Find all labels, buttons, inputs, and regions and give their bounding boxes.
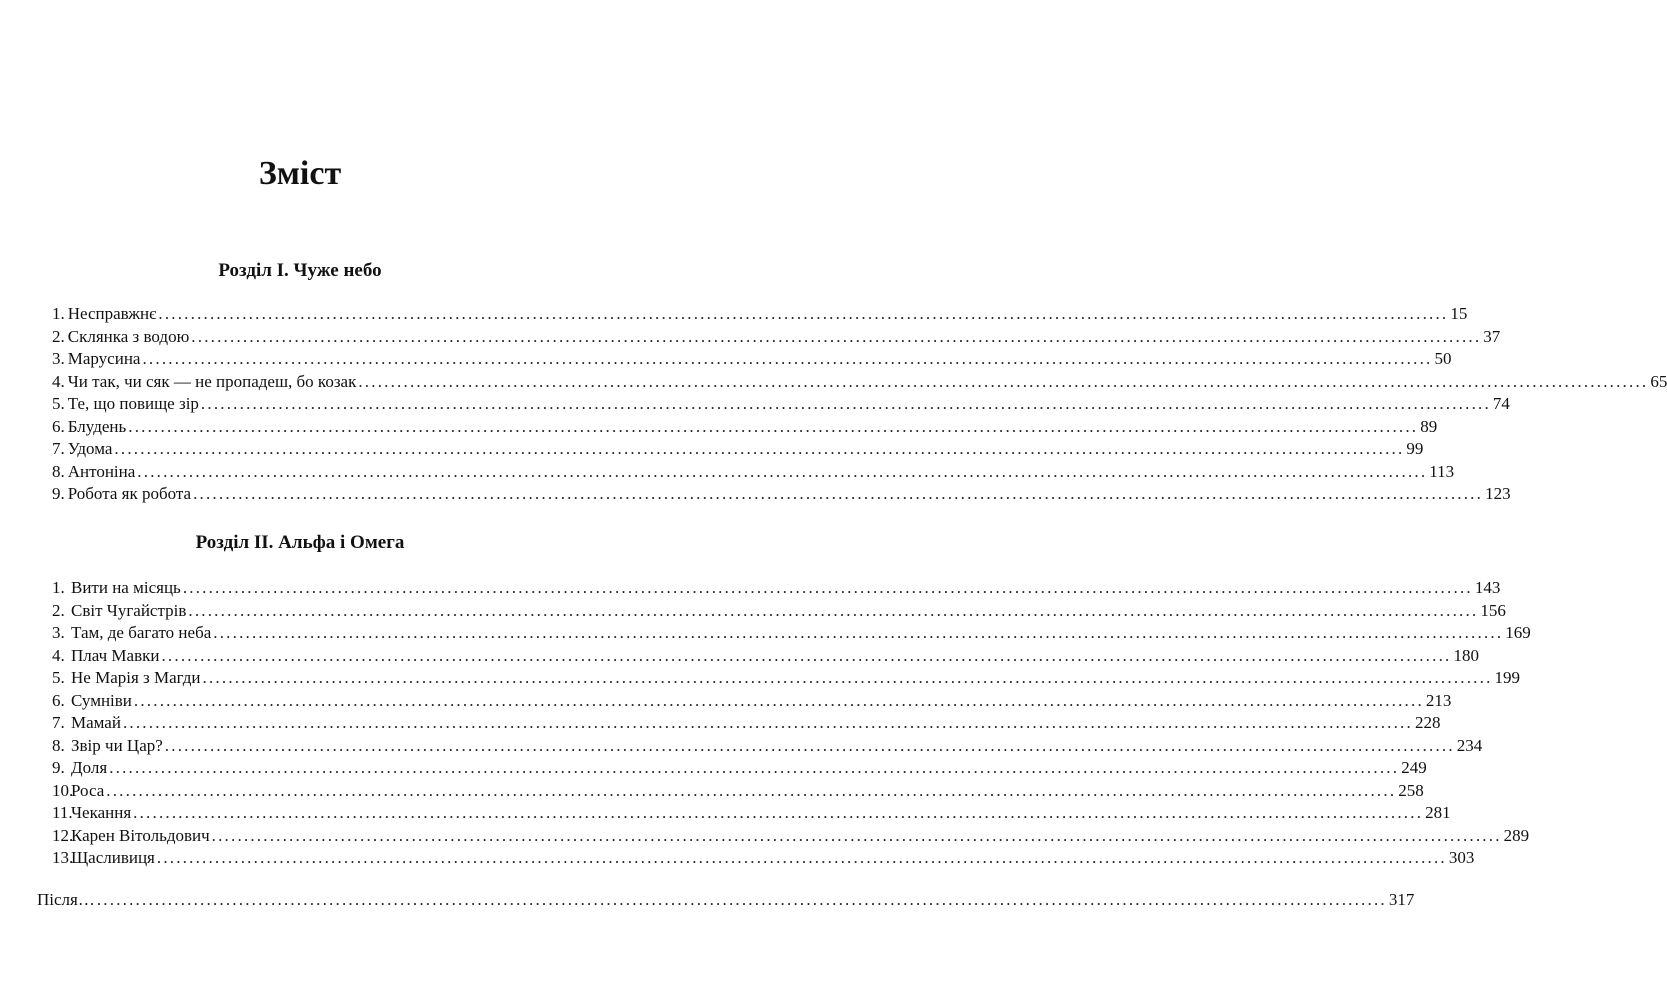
toc-entry[interactable] — [52, 690, 1452, 713]
toc-entry-number: 10. — [52, 780, 74, 800]
toc-entry-page: 99 — [1406, 439, 1424, 458]
toc-entry-title: Чекання — [71, 803, 132, 822]
dot-leader: ........................................................................................................................................................................................................ — [109, 758, 1400, 777]
dot-leader: ........................................................................................................................................................................................................ — [137, 461, 1428, 481]
toc-entry-title: Чи так, чи сяк — не пропадеш, бо козак — [67, 371, 357, 391]
toc-entry-number: 13. — [52, 848, 74, 867]
toc-entry-page: 234 — [1456, 735, 1483, 755]
dot-leader: ........................................................................................................................................................................................................ — [156, 848, 1447, 867]
toc-entry[interactable] — [52, 461, 1455, 484]
toc-entry[interactable] — [52, 303, 1468, 326]
toc-entry-page: 123 — [1485, 484, 1511, 503]
toc-entry-number: 9. — [52, 484, 65, 503]
dot-leader: ........................................................................................................................................................................................................ — [133, 803, 1424, 822]
dot-leader: ........................................................................................................................................................................................................ — [158, 304, 1449, 323]
toc-entry-page: 317 — [1388, 890, 1415, 909]
toc-entry-title: Доля — [71, 758, 108, 777]
toc-entry-number: 4. — [52, 371, 65, 391]
dot-leader: ........................................................................................................................................................................................................ — [193, 484, 1484, 503]
toc-entry[interactable] — [52, 712, 1441, 735]
toc-entry-number: 4. — [52, 645, 65, 665]
dot-leader: ........................................................................................................................................................................................................ — [106, 780, 1397, 800]
toc-entry-number: 5. — [52, 394, 65, 413]
toc-entry-title: Блудень — [67, 416, 127, 436]
toc-entry-page: 228 — [1414, 713, 1441, 732]
toc-entry[interactable] — [52, 326, 1501, 349]
toc-entry-page: 289 — [1503, 825, 1530, 845]
toc-entry-number: 12. — [52, 825, 74, 845]
toc-entry-page: 156 — [1480, 600, 1506, 620]
toc-entry-page: 249 — [1401, 758, 1427, 777]
toc-entry-number: 1. — [52, 304, 65, 323]
toc-entry[interactable] — [52, 483, 1511, 506]
toc-entry-title: Щасливиця — [71, 848, 155, 867]
toc-entry-title: Світ Чугайстрів — [71, 600, 187, 620]
toc-entry-title: Антоніна — [67, 461, 136, 481]
dot-leader: ........................................................................................................................................................................................................ — [200, 394, 1491, 413]
toc-entry-page: 281 — [1425, 803, 1451, 822]
toc-entry-number: 6. — [52, 690, 65, 710]
toc-entry-number: 8. — [52, 461, 65, 481]
toc-entry[interactable] — [52, 780, 1424, 803]
toc-entry[interactable] — [52, 802, 1451, 825]
toc-entry-title: Мамай — [71, 713, 121, 732]
toc-entry-number: 8. — [52, 735, 65, 755]
toc-entry[interactable] — [52, 393, 1510, 416]
toc-entry-page: 89 — [1420, 416, 1438, 436]
toc-entry-number: 6. — [52, 416, 65, 436]
toc-entry-number: 5. — [52, 668, 65, 687]
toc-entry-number: 7. — [52, 713, 65, 732]
dot-leader: ........................................................................................................................................................................................................ — [142, 349, 1433, 368]
dot-leader: ........................................................................................................................................................................................................ — [128, 416, 1419, 436]
toc-entry-page: 303 — [1448, 848, 1475, 867]
toc-entry-title: Звір чи Цар? — [71, 735, 163, 755]
dot-leader: ........................................................................................................................................................................................................ — [122, 713, 1413, 732]
toc-entry-title: Там, де багато неба — [71, 623, 212, 642]
toc-entry[interactable] — [52, 735, 1483, 758]
toc-entry-number: 2. — [52, 326, 65, 346]
toc-entry[interactable] — [52, 645, 1479, 668]
toc-entry[interactable] — [52, 847, 1475, 870]
toc-entry-title: Склянка з водою — [67, 326, 190, 346]
toc-entry-page: 37 — [1483, 326, 1501, 346]
toc-entry-number: 2. — [52, 600, 65, 620]
toc-entry-number: 7. — [52, 439, 65, 458]
dot-leader: ........................................................................................................................................................................................................ — [96, 890, 1387, 909]
toc-entry-title: Робота як робота — [67, 484, 192, 503]
toc-entry-title: Не Марія з Магди — [71, 668, 201, 687]
toc-entry-title: Плач Мавки — [71, 645, 160, 665]
toc-entry-page: 180 — [1453, 645, 1479, 665]
dot-leader: ........................................................................................................................................................................................................ — [188, 600, 1479, 620]
toc-entry-title: Сумніви — [71, 690, 132, 710]
toc-entry-title: Несправжнє — [67, 304, 157, 323]
toc-entry[interactable] — [52, 438, 1424, 461]
toc-entry[interactable] — [52, 622, 1531, 645]
toc-entry-page: 169 — [1505, 623, 1531, 642]
section-title-2: Розділ II. Альфа і Омега — [195, 532, 405, 553]
page-title: Зміст — [258, 155, 342, 192]
toc-entry-number: 9. — [52, 758, 65, 777]
dot-leader: ........................................................................................................................................................................................................ — [182, 578, 1473, 597]
toc-entry-number: 1. — [52, 578, 65, 597]
dot-leader: ........................................................................................................................................................................................................ — [202, 668, 1493, 687]
dot-leader: ........................................................................................................................................................................................................ — [114, 439, 1405, 458]
toc-entry-title: Після… — [37, 890, 95, 909]
toc-entry[interactable] — [52, 416, 1438, 439]
toc-entry[interactable] — [52, 757, 1427, 780]
toc-entry-page: 50 — [1434, 349, 1452, 368]
toc-entry[interactable] — [52, 348, 1452, 371]
dot-leader: ........................................................................................................................................................................................................ — [213, 623, 1504, 642]
toc-entry[interactable] — [52, 600, 1506, 623]
dot-leader: ........................................................................................................................................................................................................ — [133, 690, 1424, 710]
dot-leader: ........................................................................................................................................................................................................ — [164, 735, 1455, 755]
toc-entry[interactable] — [52, 667, 1521, 690]
toc-entry[interactable] — [52, 825, 1530, 848]
toc-entry-page: 74 — [1492, 394, 1510, 413]
toc-list-section-1 — [52, 303, 1667, 506]
toc-entry-title: Марусина — [67, 349, 141, 368]
toc-entry-number: 11. — [52, 803, 73, 822]
toc-entry-page: 143 — [1474, 578, 1501, 597]
toc-entry-title: Удома — [67, 439, 113, 458]
toc-entry-page: 65 — [1650, 371, 1667, 391]
toc-list-afterword — [37, 889, 1415, 912]
toc-entry-title: Вити на місяць — [71, 578, 181, 597]
toc-entry-afterword[interactable] — [37, 889, 1415, 912]
dot-leader: ........................................................................................................................................................................................................ — [161, 645, 1452, 665]
toc-entry-number: 3. — [52, 349, 65, 368]
toc-entry-page: 199 — [1494, 668, 1521, 687]
toc-entry[interactable] — [52, 577, 1501, 600]
toc-list-section-2 — [52, 577, 1531, 870]
dot-leader: ........................................................................................................................................................................................................ — [358, 371, 1649, 391]
dot-leader: ........................................................................................................................................................................................................ — [211, 825, 1502, 845]
toc-entry-title: Роса — [71, 780, 105, 800]
toc-entry-title: Карен Вітольдович — [71, 825, 210, 845]
toc-entry[interactable] — [52, 371, 1667, 394]
toc-entry-page: 113 — [1429, 461, 1455, 481]
toc-entry-page: 258 — [1398, 780, 1424, 800]
toc-entry-page: 15 — [1450, 304, 1468, 323]
toc-entry-title: Те, що повище зір — [67, 394, 199, 413]
toc-entry-page: 213 — [1425, 690, 1452, 710]
dot-leader: ........................................................................................................................................................................................................ — [191, 326, 1482, 346]
section-title-1: Розділ I. Чуже небо — [218, 260, 382, 281]
toc-entry-number: 3. — [52, 623, 65, 642]
